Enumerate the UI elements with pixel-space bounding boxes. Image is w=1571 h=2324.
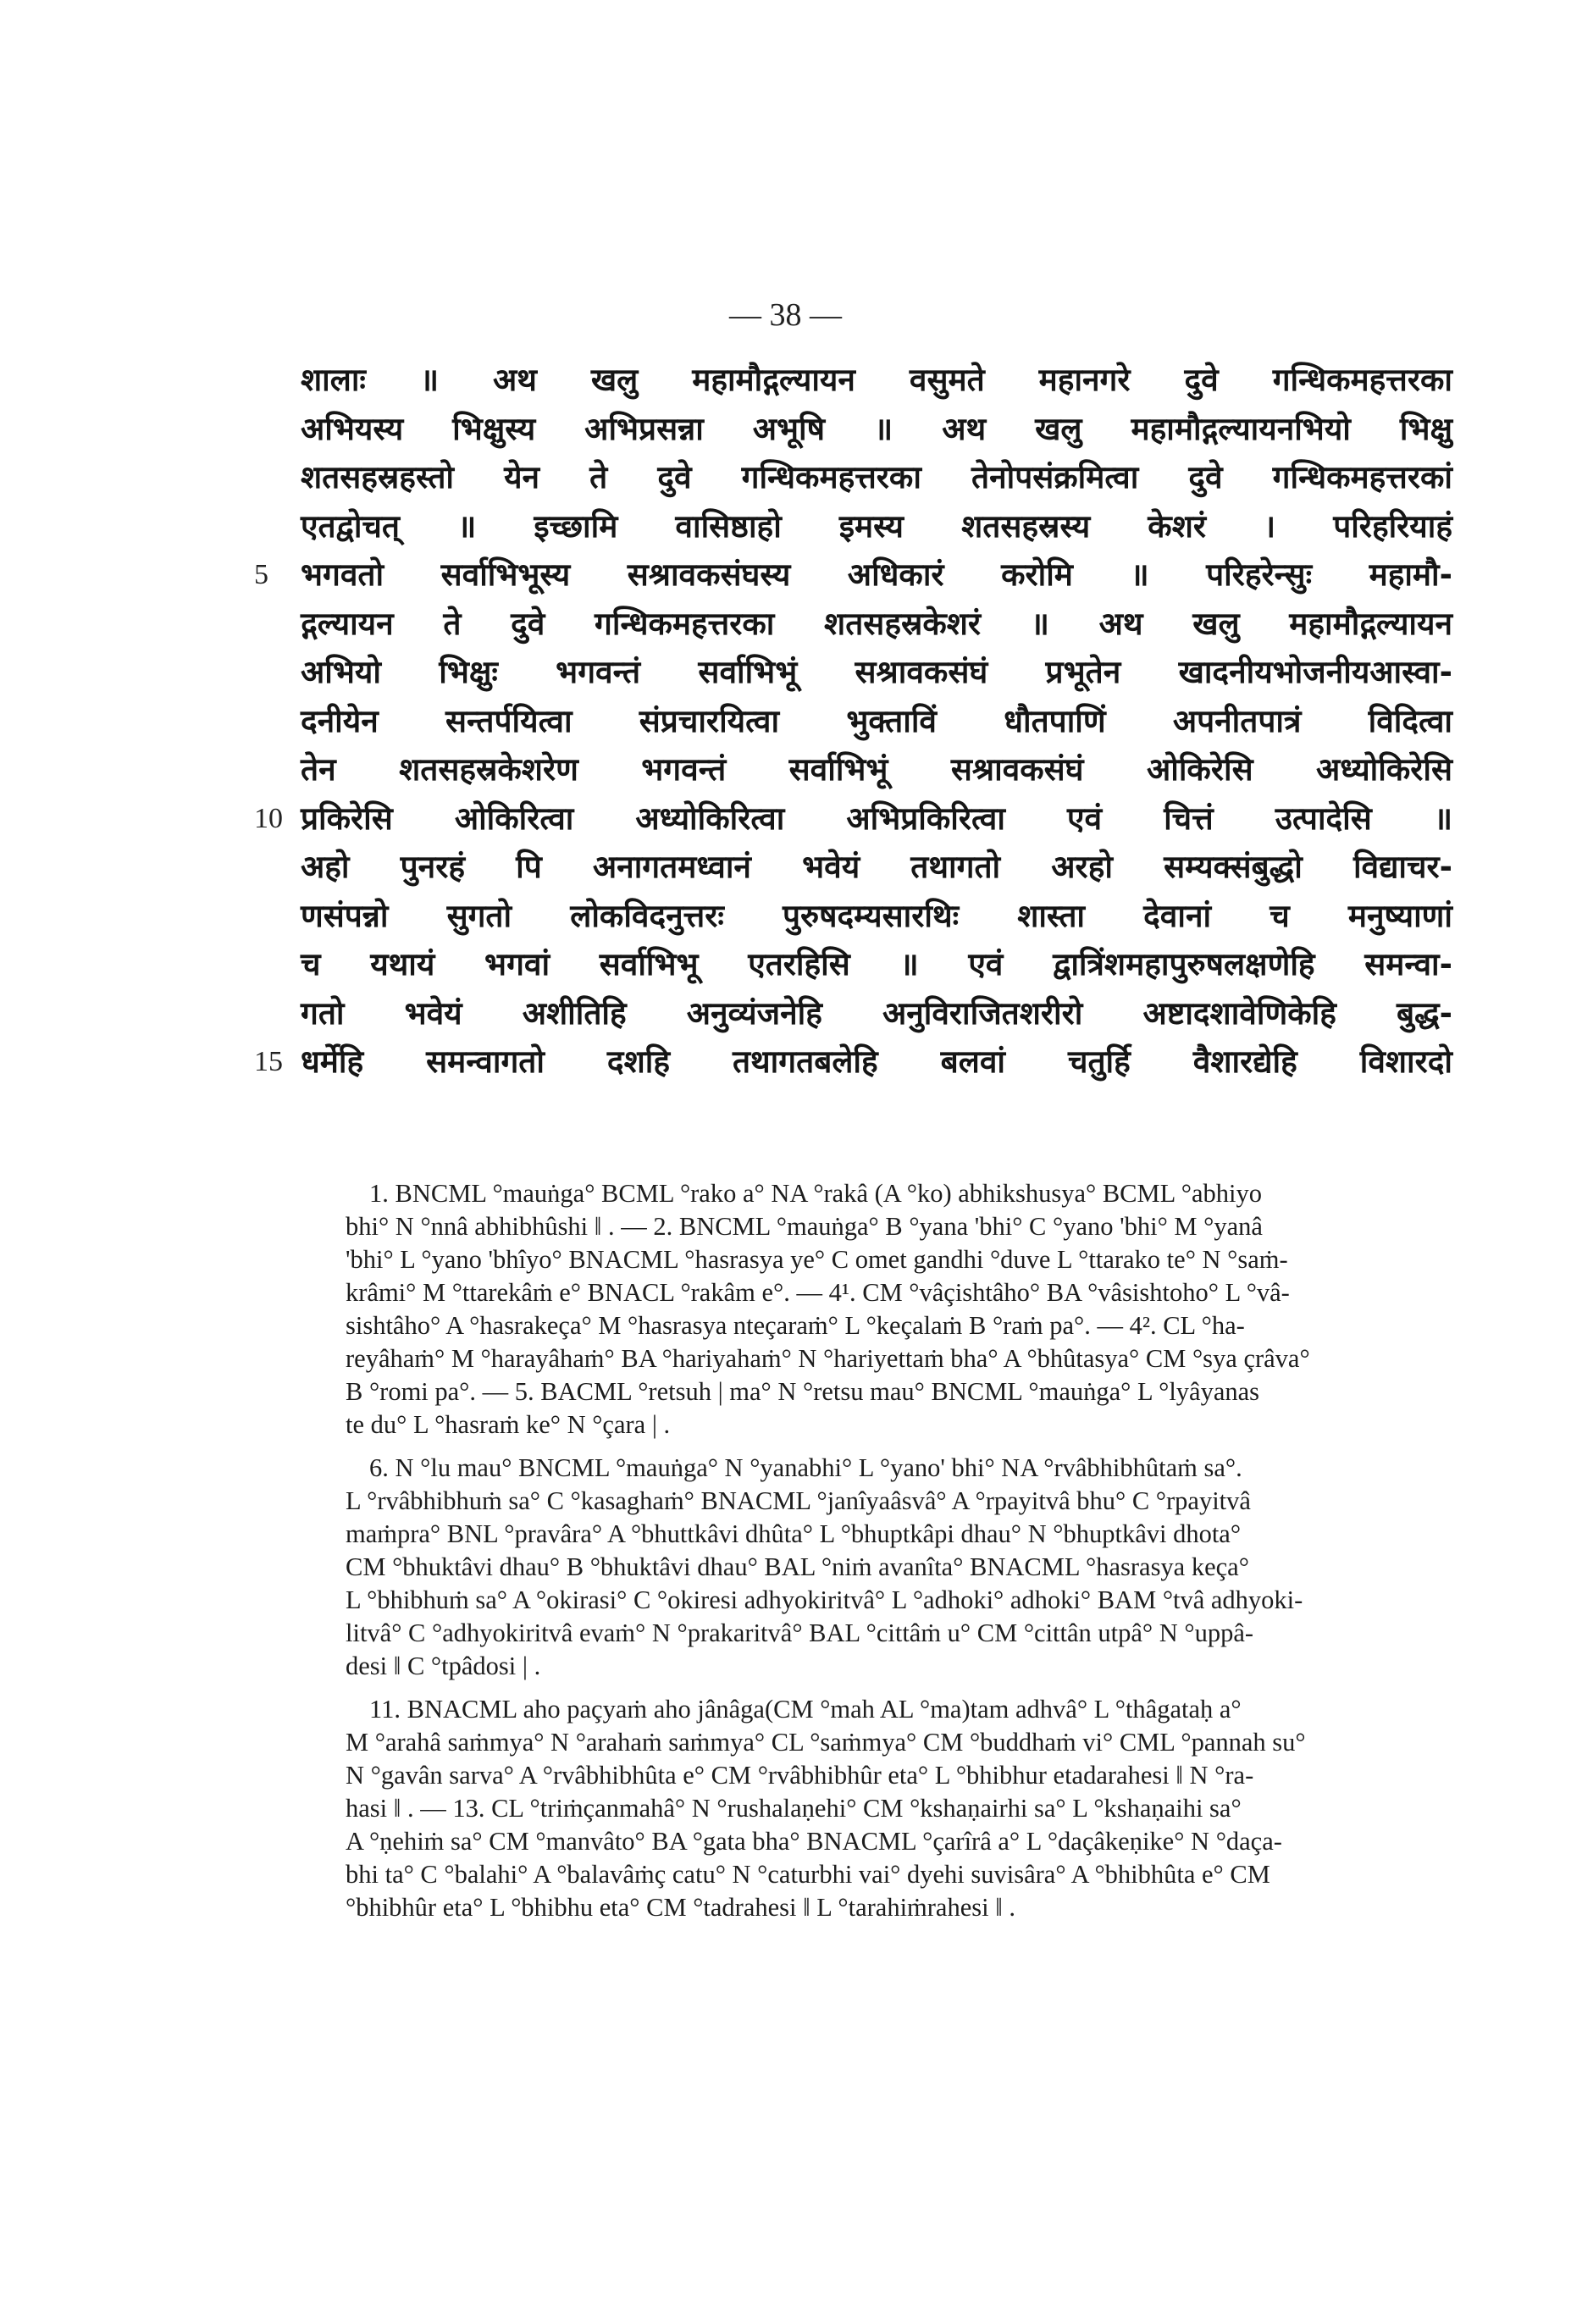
text-line [301,453,1452,502]
note-line: L °rvâbhibhuṁ sa° C °kasaghaṁ° BNACML °janîyaâsvâ° A °rpayitvâ bhu° C °rpayitvâ [346,1486,1251,1515]
line-text: भगवतो सर्वाभिभूस्य सश्रावकसंघस्य अधिकारं करोमि ॥ परिहरेन्सुः महामौ- [301,556,1452,593]
note-line: 6. N °lu mau° BNCML °mauṅga° N °yanabhi° L °yano' bhi° NA °rvâbhibhûtaṁ sa°. [369,1453,1242,1482]
line-text: द्गल्यायन ते दुवे गन्धिकमहत्तरका शतसहस्रकेशरं ॥ अथ खलु महामौद्गल्यायन [301,605,1452,642]
line-text: णसंपन्नो सुगतो लोकविदनुत्तरः पुरुषदम्यसारथिः शास्ता देवानां च मनुष्याणां [301,897,1452,934]
line-text: गतो भवेयं अशीतिहि अनुव्यंजनेहि अनुविराजितशरीरो अष्टादशावेणिकेहि बुद्ध- [301,994,1452,1032]
note-line: desi ‖ C °tpâdosi | . [346,1652,541,1680]
line-text: तेन शतसहस्रकेशरेण भगवन्तं सर्वाभिभूं सश्रावकसंघं ओकिरेसि अध्योकिरेसि [301,751,1452,788]
line-number: 5 [254,559,268,590]
note-line: A °ṇehiṁ sa° CM °manvâto° BA °gata bha° BNACML °çarîrâ a° L °daçâkeṇike° N °daça- [346,1827,1282,1856]
line-text: अभियो भिक्षुः भगवन्तं सर्वाभिभूं सश्रावकसंघं प्रभूतेन खादनीयभोजनीयआस्वा- [301,654,1452,690]
text-line [301,600,1452,649]
text-line [301,989,1452,1038]
note-line: M °arahâ saṁmya° N °arahaṁ saṁmya° CL °saṁmya° CM °buddhaṁ vi° CML °pannah su° [346,1728,1306,1757]
text-line [254,551,1452,600]
note-line: hasi ‖ . — 13. CL °triṁçanmahâ° N °rushalaṇehi° CM °kshaṇairhi sa° L °kshaṇaihi sa° [346,1794,1242,1823]
note-line: bhi° N °nnâ abhibhûshi ‖ . — 2. BNCML °mauṅga° B °yana 'bhi° C °yano 'bhi° M °yanâ [346,1212,1263,1241]
note-line: maṁpra° BNL °pravâra° A °bhuttkâvi dhûta° L °bhuptkâpi dhau° N °bhuptkâvi dhota° [346,1519,1242,1548]
critical-apparatus [346,1177,1451,1934]
line-number: 10 [254,802,283,834]
text-line [301,940,1452,989]
line-text: प्रकिरेसि ओकिरित्वा अध्योकिरित्वा अभिप्रकिरित्वा एवं चित्तं उत्पादेसि ॥ [301,800,1452,837]
page-number: — 38 — [729,297,842,333]
text-line [301,648,1452,697]
line-number: 15 [254,1046,283,1077]
note-line: sishtâho° A °hasrakeça° M °hasrasya nteçaraṁ° L °keçalaṁ B °raṁ pa°. — 4². CL °ha- [346,1311,1245,1340]
text-line [301,892,1452,941]
text-line [301,843,1452,892]
note-line: °bhibhûr eta° L °bhibhu eta° CM °tadrahesi ‖ L °tarahiṁrahesi ‖ . [346,1893,1016,1922]
line-text: च यथायं भगवां सर्वाभिभू एतरहिसि ॥ एवं द्वात्रिंशमहापुरुषलक्षणेहि समन्वा- [301,946,1452,982]
text-line [254,1038,1452,1087]
line-text: एतद्वोचत् ॥ इच्छामि वासिष्ठाहो इमस्य शतसहस्रस्य केशरं । परिहरियाहं [301,507,1452,545]
note-block [346,1177,1451,1441]
main-text [254,356,1452,1087]
line-text: अहो पुनरहं पि अनागतमध्वानं भवेयं तथागतो अरहो सम्यक्संबुद्धो विद्याचर- [301,849,1452,885]
note-line: te du° L °hasraṁ ke° N °çara | . [346,1410,671,1439]
note-block [346,1693,1451,1924]
text-line [301,697,1452,746]
text-line [301,356,1452,405]
note-line: L °bhibhuṁ sa° A °okirasi° C °okiresi adhyokiritvâ° L °adhoki° adhoki° BAM °tvâ adhyoki- [346,1585,1303,1614]
note-block [346,1452,1451,1683]
note-line: 1. BNCML °mauṅga° BCML °rako a° NA °rakâ (A °ko) abhikshusya° BCML °abhiyo [369,1179,1262,1208]
text-line [301,502,1452,551]
note-line: CM °bhuktâvi dhau° B °bhuktâvi dhau° BAL °niṁ avanîta° BNACML °hasrasya keça° [346,1552,1249,1581]
text-line [301,405,1452,454]
text-line [301,745,1452,794]
note-line: N °gavân sarva° A °rvâbhibhûta e° CM °rvâbhibhûr eta° L °bhibhur etadarahesi ‖ N °ra- [346,1761,1254,1790]
note-line: bhi ta° C °balahi° A °balavâṁç catu° N °caturbhi vai° dyehi suvisâra° A °bhibhûta e° CM [346,1860,1270,1889]
note-line: krâmi° M °ttarekâṁ e° BNACL °rakâm e°. — 4¹. CM °vâçishtâho° BA °vâsishtoho° L °vâ- [346,1278,1290,1307]
line-text: धर्मेहि समन्वागतो दशहि तथागतबलेहि बलवां चतुर्हि वैशारद्येहि विशारदो [301,1043,1452,1080]
line-text: शतसहस्रहस्तो येन ते दुवे गन्धिकमहत्तरका तेनोपसंक्रमित्वा दुवे गन्धिकमहत्तरकां [301,459,1452,495]
note-line: litvâ° C °adhyokiritvâ evaṁ° N °prakaritvâ° BAL °cittâṁ u° CM °cittân utpâ° N °uppâ- [346,1618,1254,1647]
note-line: reyâhaṁ° M °harayâhaṁ° BA °hariyahaṁ° N °hariyettaṁ bha° A °bhûtasya° CM °sya çrâva° [346,1344,1310,1373]
text-line [254,794,1452,844]
note-line: 'bhi° L °yano 'bhîyo° BNACML °hasrasya ye° C omet gandhi °duve L °ttarako te° N °saṁ- [346,1245,1288,1274]
note-line: 11. BNACML aho paçyaṁ aho jânâga(CM °mah AL °ma)tam adhvâ° L °thâgataḥ a° [369,1695,1242,1724]
line-text: शालाः ॥ अथ खलु महामौद्गल्यायन वसुमते महानगरे दुवे गन्धिकमहत्तरका [301,362,1452,398]
note-line: B °romi pa°. — 5. BACML °retsuh | ma° N °retsu mau° BNCML °mauṅga° L °lyâyanas [346,1377,1260,1406]
line-text: अभियस्य भिक्षुस्य अभिप्रसन्ना अभूषि ॥ अथ खलु महामौद्गल्यायनभियो भिक्षु [301,410,1452,447]
line-text: दनीयेन सन्तर्पयित्वा संप्रचारयित्वा भुक्ताविं धौतपाणिं अपनीतपात्रं विदित्वा [301,702,1452,739]
